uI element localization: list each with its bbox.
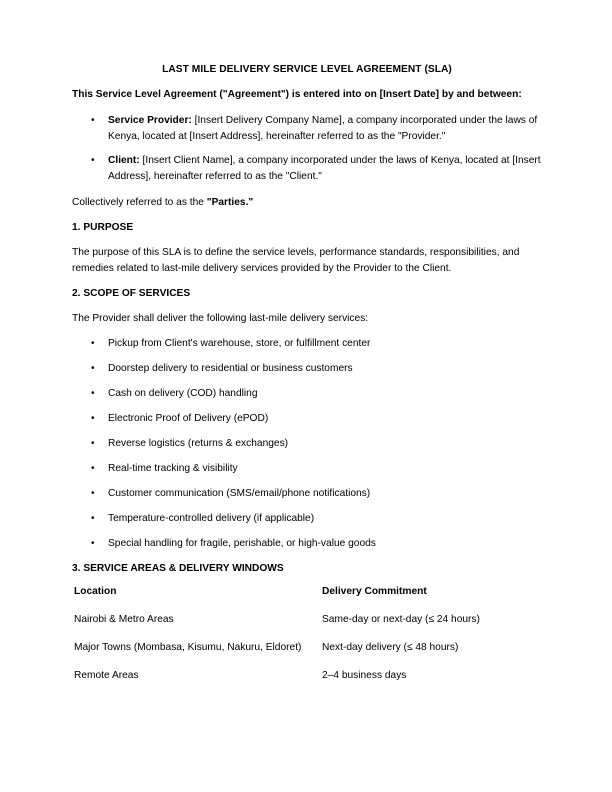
table-row — [74, 670, 480, 698]
table-cell-commitment: Same-day or next-day (≤ 24 hours) — [322, 614, 480, 625]
table-cell-commitment: Next-day delivery (≤ 48 hours) — [322, 642, 459, 653]
party-provider-text: [Insert Delivery Company Name], a company incorporated under the laws of Kenya, located at [Insert Address], hereinafter referred to as the "Provider." — [108, 115, 538, 142]
table-cell-commitment: 2–4 business days — [322, 670, 407, 681]
table-row — [74, 614, 480, 642]
section-heading-scope: 2. SCOPE OF SERVICES — [72, 288, 191, 299]
section-heading-purpose: 1. PURPOSE — [72, 222, 134, 233]
parties-list — [72, 113, 542, 185]
column-header-commitment: Delivery Commitment — [322, 586, 427, 597]
service-item: • Reverse logistics (returns & exchanges) — [108, 437, 542, 451]
service-areas-table — [74, 586, 480, 698]
document-page — [72, 64, 542, 698]
service-item: • Temperature-controlled delivery (if applicable) — [108, 512, 542, 526]
table-header-row — [74, 586, 480, 614]
column-header-location: Location — [74, 586, 117, 597]
service-item: • Pickup from Client's warehouse, store, or fulfillment center — [108, 337, 542, 351]
services-list — [72, 337, 542, 551]
section-heading-service-areas: 3. SERVICE AREAS & DELIVERY WINDOWS — [72, 563, 284, 574]
purpose-paragraph: The purpose of this SLA is to define the service levels, performance standards, responsibilities, and remedies related to last-mile delivery services provided by the Provider to the Client. — [72, 247, 520, 274]
party-client — [108, 153, 542, 185]
party-provider-label: Service Provider: — [108, 115, 192, 126]
party-client-text: [Insert Client Name], a company incorporated under the laws of Kenya, located at [Insert Address], hereinafter referred to as the "Client." — [108, 155, 541, 182]
service-item: • Special handling for fragile, perishable, or high-value goods — [108, 537, 542, 551]
table-cell-location: Major Towns (Mombasa, Kisumu, Nakuru, Eldoret) — [74, 642, 302, 653]
party-provider — [108, 113, 542, 145]
service-item: • Real-time tracking & visibility — [108, 462, 542, 476]
service-item: • Customer communication (SMS/email/phone notifications) — [108, 487, 542, 501]
service-item: • Electronic Proof of Delivery (ePOD) — [108, 412, 542, 426]
scope-intro: The Provider shall deliver the following last-mile delivery services: — [72, 313, 369, 324]
collective-prefix: Collectively referred to as the — [72, 197, 207, 208]
table-cell-location: Nairobi & Metro Areas — [74, 614, 174, 625]
collective-paragraph — [72, 195, 542, 211]
party-client-label: Client: — [108, 155, 140, 166]
document-title: LAST MILE DELIVERY SERVICE LEVEL AGREEMENT (SLA) — [162, 64, 452, 75]
service-item: • Cash on delivery (COD) handling — [108, 387, 542, 401]
table-row — [74, 642, 480, 670]
collective-parties: "Parties." — [206, 197, 254, 208]
table-cell-location: Remote Areas — [74, 670, 139, 681]
intro-paragraph: This Service Level Agreement ("Agreement") is entered into on [Insert Date] by and between: — [72, 89, 522, 100]
service-item: • Doorstep delivery to residential or business customers — [108, 362, 542, 376]
